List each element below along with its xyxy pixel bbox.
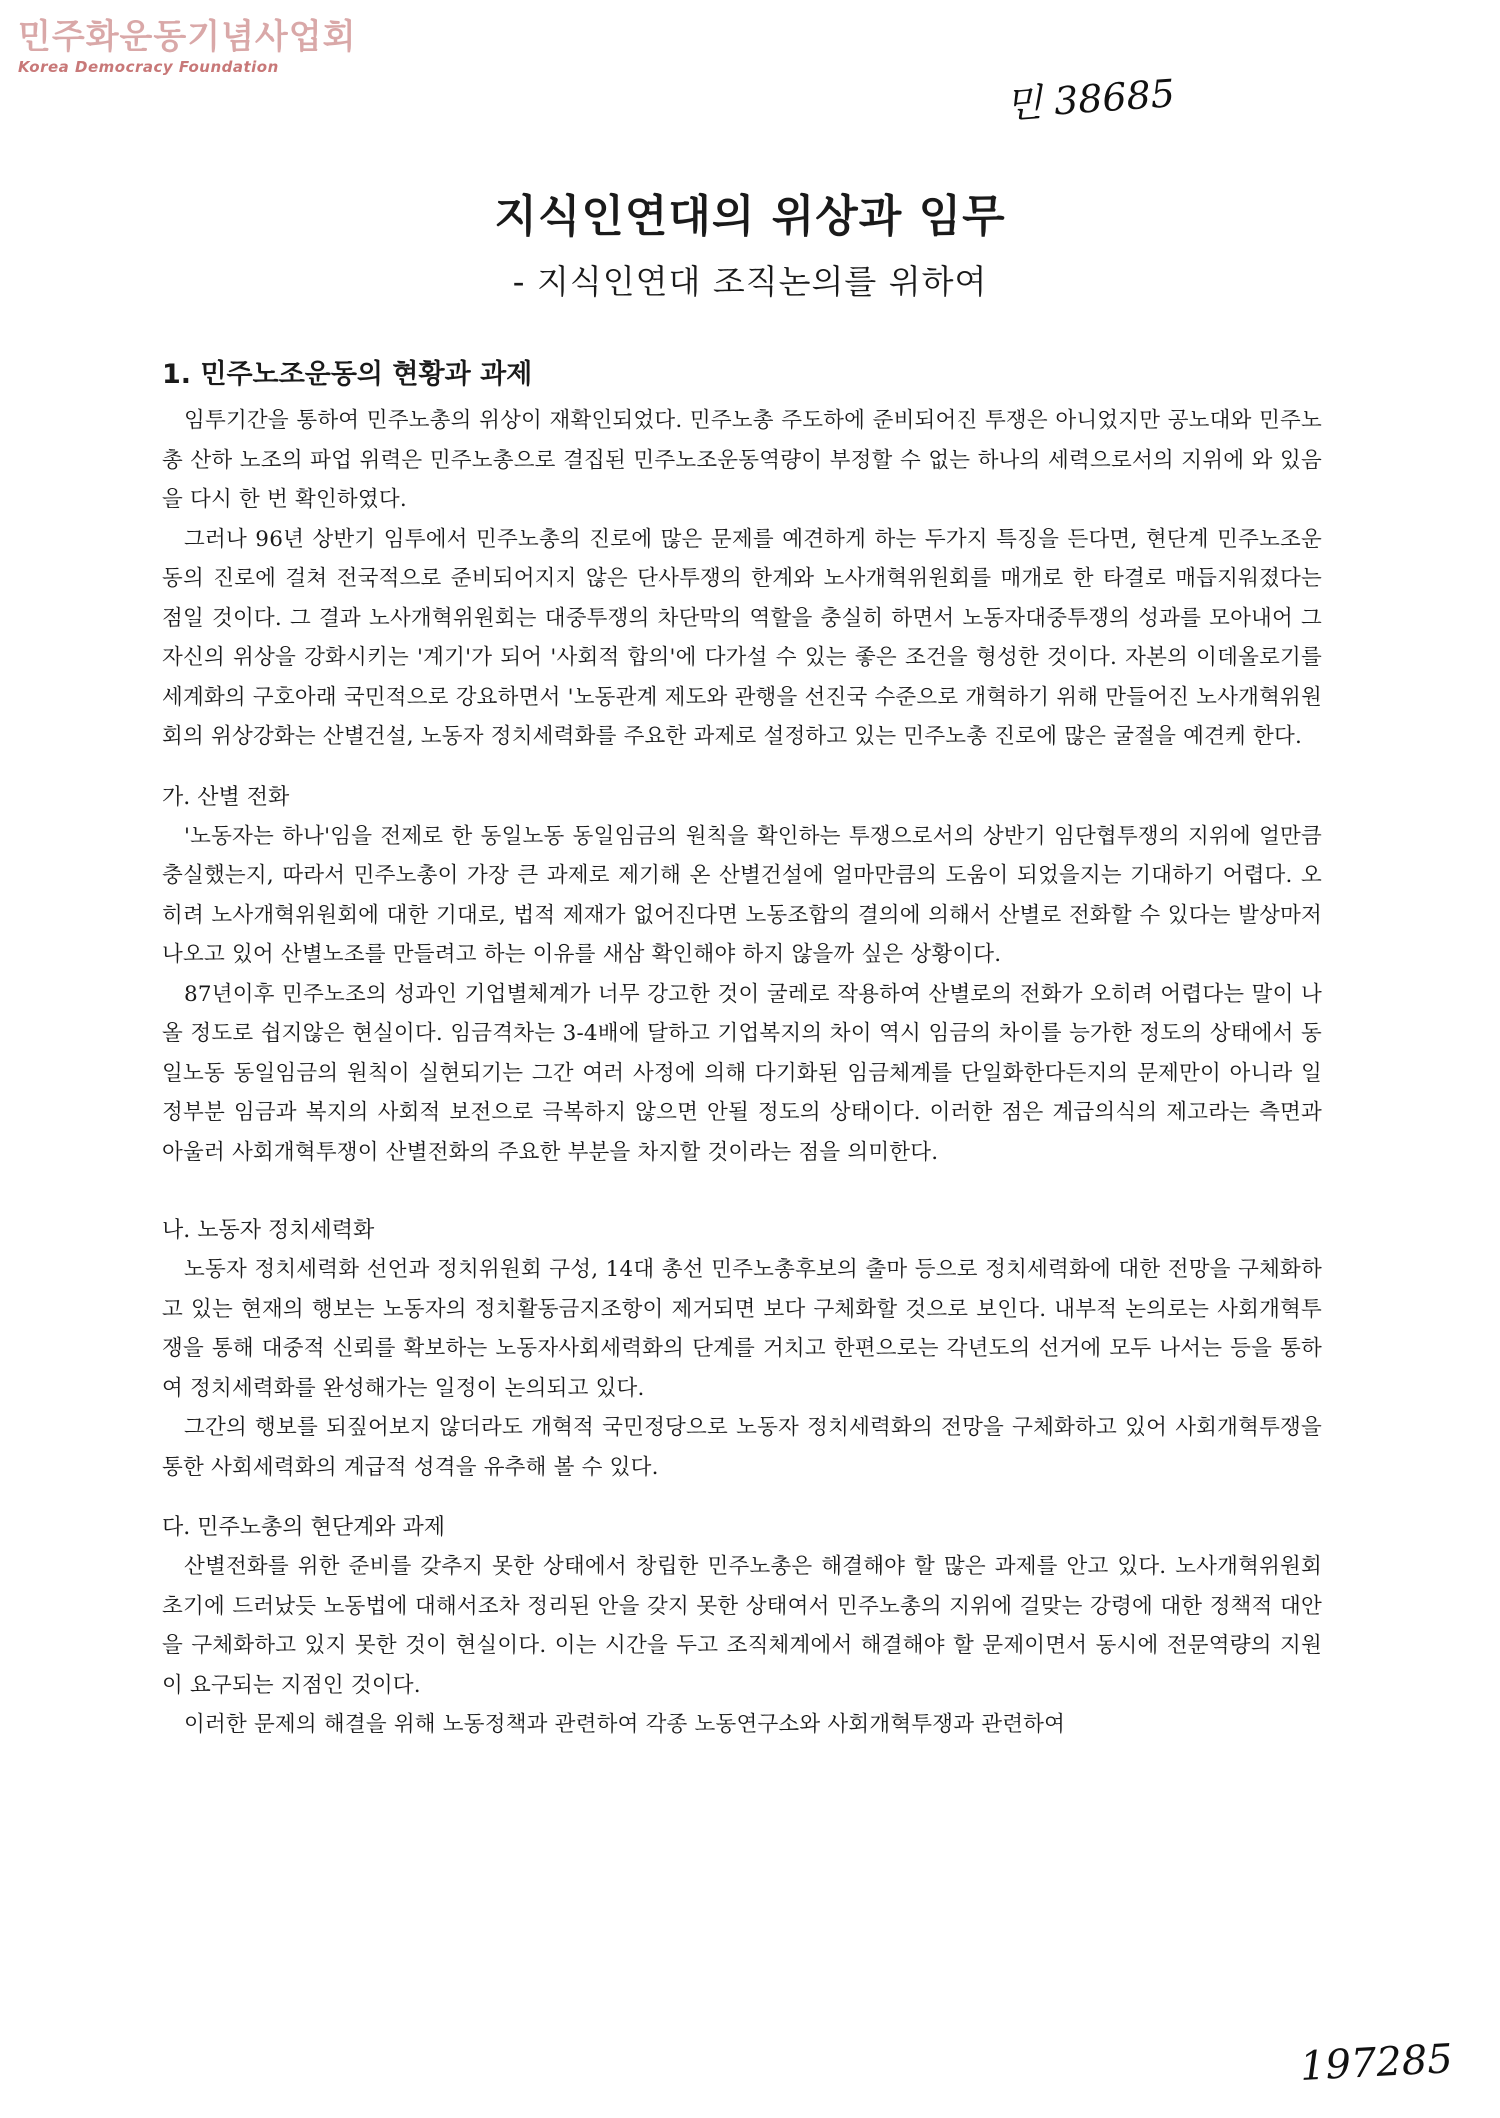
subsection-heading: 가. 산별 전화	[162, 784, 290, 810]
paragraph: 이러한 문제의 해결을 위해 노동정책과 관련하여 각종 노동연구소와 사회개혁투쟁과 관련하여	[184, 1712, 1066, 1737]
paragraph: '노동자는 하나'임을 전제로 한 동일노동 동일임금의 원칙을 확인하는 투쟁으로서의 상반기 임단협투쟁의 지위에 얼만큼 충실했는지, 따라서 민주노총이 가장 큰 과제로 제기해 온 산별건설에 얼마만큼의 도움이 되었을지는 기대하기 어렵다. 오히려 노사개혁위원회에 대한 기대로, 법적 제재가 없어진다면 노동조합의 결의에 의해서 산별로 전화할 수 있다는 발상마저 나오고 있어 산별노조를 만들려고 하는 이유를 새삼 확인해야 하지 않을까 싶은 상황이다.	[162, 823, 1322, 967]
section-heading: 1. 민주노조운동의 현황과 과제	[162, 359, 533, 390]
foundation-watermark	[18, 17, 357, 76]
paragraph: 그러나 96년 상반기 임투에서 민주노총의 진로에 많은 문제를 예견하게 하는 두가지 특징을 든다면, 현단계 민주노조운동의 진로에 걸쳐 전국적으로 준비되어지지 않은 단사투쟁의 한계와 노사개혁위원회를 매개로 한 타결로 매듭지워졌다는 점일 것이다. 그 결과 노사개혁위원회는 대중투쟁의 차단막의 역할을 충실히 하면서 노동자대중투쟁의 성과를 모아내어 그 자신의 위상을 강화시키는 '계기'가 되어 '사회적 합의'에 다가설 수 있는 좋은 조건을 형성한 것이다. 자본의 이데올로기를 세계화의 구호아래 국민적으로 강요하면서 '노동관계 제도와 관행을 선진국 수준으로 개혁하기 위해 만들어진 노사개혁위원회의 위상강화는 산별건설, 노동자 정치세력화를 주요한 과제로 설정하고 있는 민주노총 진로에 많은 굴절을 예견케 한다.	[162, 526, 1322, 749]
paragraph: 그간의 행보를 되짚어보지 않더라도 개혁적 국민정당으로 노동자 정치세력화의 전망을 구체화하고 있어 사회개혁투쟁을 통한 사회세력화의 계급적 성격을 유추해 볼 수 있다.	[162, 1415, 1322, 1480]
document-title: 지식인연대의 위상과 임무	[494, 191, 1006, 242]
paragraph: 임투기간을 통하여 민주노총의 위상이 재확인되었다. 민주노총 주도하에 준비되어진 투쟁은 아니었지만 공노대와 민주노총 산하 노조의 파업 위력은 민주노총으로 결집된 민주노조운동역량이 부정할 수 없는 하나의 세력으로서의 지위에 와 있음을 다시 한 번 확인하였다.	[162, 408, 1322, 512]
subsection-heading: 다. 민주노총의 현단계와 과제	[162, 1515, 445, 1540]
document-subtitle: - 지식인연대 조직논의를 위하여	[512, 262, 988, 301]
handwritten-archive-mark: 민 38685	[1003, 71, 1177, 127]
document-body	[162, 355, 1322, 1745]
paragraph: 산별전화를 위한 준비를 갖추지 못한 상태에서 창립한 민주노총은 해결해야 할 많은 과제를 안고 있다. 노사개혁위원회 초기에 드러났듯 노동법에 대해서조차 정리된 안을 갖지 못한 상태여서 민주노총의 지위에 걸맞는 강령에 대한 정책적 대안을 구체화하고 있지 못한 것이 현실이다. 이는 시간을 두고 조직체계에서 해결해야 할 문제이면서 동시에 전문역량의 지원이 요구되는 지점인 것이다.	[162, 1554, 1322, 1698]
watermark-korean: 민주화운동기념사업회	[18, 17, 357, 57]
subsection-heading: 나. 노동자 정치세력화	[162, 1218, 375, 1243]
paragraph: 노동자 정치세력화 선언과 정치위원회 구성, 14대 총선 민주노총후보의 출마 등으로 정치세력화에 대한 전망을 구체화하고 있는 현재의 행보는 노동자의 정치활동금지조항이 제거되면 보다 구체화할 것으로 보인다. 내부적 논의로는 사회개혁투쟁을 통해 대중적 신뢰를 확보하는 노동자사회세력화의 단계를 거치고 한편으로는 각년도의 선거에 모두 나서는 등을 통하여 정치세력화를 완성해가는 일정이 논의되고 있다.	[162, 1257, 1322, 1401]
handwritten-page-number: 197285	[1298, 2036, 1454, 2090]
paragraph: 87년이후 민주노조의 성과인 기업별체계가 너무 강고한 것이 굴레로 작용하여 산별로의 전화가 오히려 어렵다는 말이 나올 정도로 쉽지않은 현실이다. 임금격차는 3-4배에 달하고 기업복지의 차이 역시 임금의 차이를 능가한 정도의 상태에서 동일노동 동일임금의 원칙이 실현되기는 그간 여러 사정에 의해 다기화된 임금체계를 단일화한다든지의 문제만이 아니라 일정부분 임금과 복지의 사회적 보전으로 극복하지 않으면 안될 정도의 상태이다. 이러한 점은 계급의식의 제고라는 측면과 아울러 사회개혁투쟁이 산별전화의 주요한 부분을 차지할 것이라는 점을 의미한다.	[162, 981, 1322, 1165]
watermark-english: Korea Democracy Foundation	[18, 57, 279, 76]
